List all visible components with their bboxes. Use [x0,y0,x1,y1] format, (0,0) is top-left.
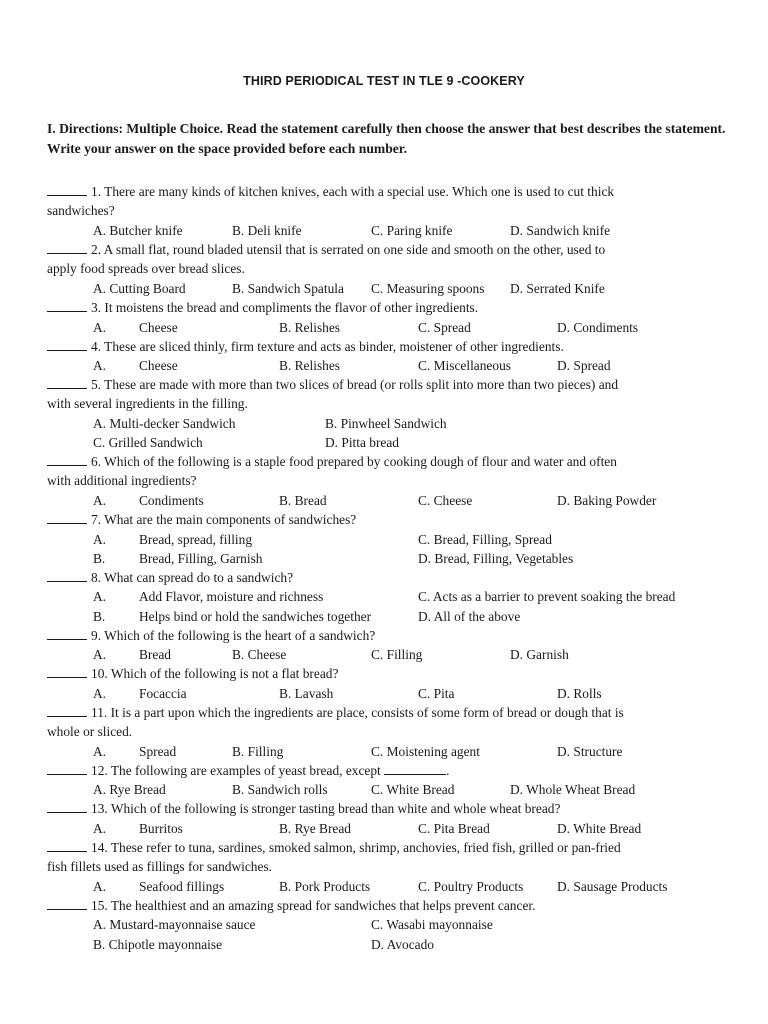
question-13: 13. Which of the following is stronger tasting bread than white and whole wheat bread? [47,799,737,818]
option: D. Rolls [557,686,602,701]
option: C. Wasabi mayonnaise [371,917,493,932]
answer-blank[interactable] [47,665,87,678]
option: D. Baking Powder [557,493,657,508]
option: A. Cutting Board [93,281,186,296]
option: D. Spread [557,358,611,373]
option: B. Relishes [279,320,341,335]
option: D. Serrated Knife [510,281,605,296]
answer-blank[interactable] [47,453,87,466]
option: D. White Bread [557,821,642,836]
option: B. Sandwich rolls [232,782,328,797]
answer-blank[interactable] [47,376,87,389]
option-letter: B. [93,609,106,624]
option: D. Avocado [371,937,434,952]
option: B. Relishes [279,358,341,373]
option: B. Cheese [232,647,287,662]
option: C. Paring knife [371,223,453,238]
option-letter: A. [93,358,107,373]
question-9: 9. Which of the following is the heart of a sandwich? [47,626,737,645]
question-1: 1. There are many kinds of kitchen knives, each with a special use. Which one is used to cut thick sandwiches? [47,184,615,219]
question-12: 12. The following are examples of yeast bread, except . [47,761,737,780]
inline-blank [384,762,446,775]
option: C. Miscellaneous [418,358,511,373]
option: C. White Bread [371,782,455,797]
option: A. Multi-decker Sandwich [93,416,236,431]
question-5: 5. These are made with more than two slices of bread (or rolls split into more than two pieces) and with several ingredients in the filling. [47,377,619,412]
question-6: 6. Which of the following is a staple food prepared by cooking dough of flour and water and often with additional ingredients? [47,454,617,489]
option: B. Pinwheel Sandwich [325,416,447,431]
question-11: 11. It is a part upon which the ingredients are place, consists of some form of bread or dough that is whole or sliced. [47,705,624,740]
answer-blank[interactable] [47,627,87,640]
option: C. Filling [371,647,423,662]
question-8: 8. What can spread do to a sandwich? [47,568,737,587]
question-3: 3. It moistens the bread and compliments the flavor of other ingredients. [47,298,737,317]
option: D. Condiments [557,320,639,335]
option-letter: A. [93,686,107,701]
option: C. Moistening agent [371,744,480,759]
option: B. Lavash [279,686,334,701]
option: D. All of the above [418,609,521,624]
option-letter: B. [93,551,106,566]
option-letter: A. [93,589,107,604]
option: A. Rye Bread [93,782,166,797]
option: D. Structure [557,744,623,759]
option: D. Sausage Products [557,879,668,894]
option-letter: A. [93,879,107,894]
option: C. Acts as a barrier to prevent soaking the bread [418,589,676,604]
option: Spread [139,744,177,759]
option: Bread [139,647,171,662]
answer-blank[interactable] [47,800,87,813]
answer-blank[interactable] [47,897,87,910]
option: Condiments [139,493,204,508]
answer-blank[interactable] [47,762,87,775]
option: C. Cheese [418,493,473,508]
answer-blank[interactable] [47,183,87,196]
option: C. Bread, Filling, Spread [418,532,552,547]
option: Focaccia [139,686,187,701]
option: A. Butcher knife [93,223,183,238]
option: Bread, spread, filling [139,532,253,547]
option: Seafood fillings [139,879,225,894]
page-title: THIRD PERIODICAL TEST IN TLE 9 -COOKERY [243,74,525,88]
option: D. Whole Wheat Bread [510,782,636,797]
answer-blank[interactable] [47,704,87,717]
option: Cheese [139,320,178,335]
option: B. Sandwich Spatula [232,281,344,296]
answer-blank[interactable] [47,241,87,254]
option-letter: A. [93,744,107,759]
option: D. Bread, Filling, Vegetables [418,551,574,566]
option: B. Bread [279,493,327,508]
option: C. Pita Bread [418,821,490,836]
option: B. Pork Products [279,879,371,894]
option-letter: A. [93,647,107,662]
question-2: 2. A small flat, round bladed utensil that is serrated on one side and smooth on the other, used to apply food spreads over bread slices. [47,242,606,277]
option: D. Pitta bread [325,435,400,450]
option: C. Grilled Sandwich [93,435,203,450]
answer-blank[interactable] [47,839,87,852]
option: Burritos [139,821,183,836]
option: Bread, Filling, Garnish [139,551,263,566]
option: B. Chipotle mayonnaise [93,937,223,952]
option: A. Mustard-mayonnaise sauce [93,917,256,932]
option-letter: A. [93,493,107,508]
option-letter: A. [93,320,107,335]
question-7: 7. What are the main components of sandwiches? [47,510,737,529]
option: Helps bind or hold the sandwiches together [139,609,372,624]
question-14: 14. These refer to tuna, sardines, smoked salmon, shrimp, anchovies, fried fish, grilled or pan-fried fish fillets used as fillings for sandwiches. [47,840,621,875]
option: D. Garnish [510,647,569,662]
answer-blank[interactable] [47,511,87,524]
option: B. Deli knife [232,223,302,238]
option-letter: A. [93,821,107,836]
option: Add Flavor, moisture and richness [139,589,324,604]
option: C. Pita [418,686,455,701]
question-15: 15. The healthiest and an amazing spread for sandwiches that helps prevent cancer. [47,896,737,915]
question-10: 10. Which of the following is not a flat bread? [47,664,737,683]
option: Cheese [139,358,178,373]
option: C. Poultry Products [418,879,524,894]
answer-blank[interactable] [47,338,87,351]
answer-blank[interactable] [47,299,87,312]
option: C. Spread [418,320,471,335]
option: C. Measuring spoons [371,281,485,296]
option: D. Sandwich knife [510,223,611,238]
option-letter: A. [93,532,107,547]
directions-text: I. Directions: Multiple Choice. Read the statement carefully then choose the answer that best describes the statement. Write your answer on the space provided before each number. [47,121,726,156]
option: B. Rye Bread [279,821,351,836]
answer-blank[interactable] [47,569,87,582]
question-4: 4. These are sliced thinly, firm texture and acts as binder, moistener of other ingredients. [47,337,737,356]
option: B. Filling [232,744,284,759]
